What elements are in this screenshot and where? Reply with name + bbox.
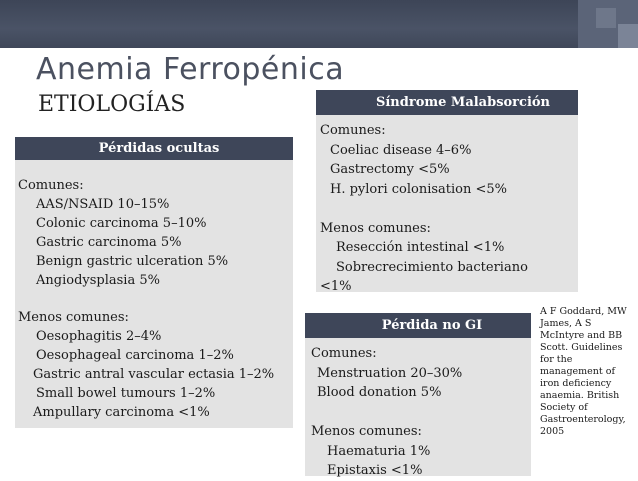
malabsorption-box bbox=[316, 90, 578, 292]
less-common-label: Menos comunes: bbox=[18, 310, 129, 326]
list-item: Epistaxis <1% bbox=[327, 463, 423, 478]
list-item: Benign gastric ulceration 5% bbox=[36, 254, 229, 269]
list-item: Haematuria 1% bbox=[327, 443, 431, 459]
non-gi-loss-box bbox=[305, 313, 531, 476]
list-item: Oesophagitis 2–4% bbox=[36, 329, 162, 345]
list-item: Angiodysplasia 5% bbox=[36, 273, 160, 288]
list-item: Gastrectomy <5% bbox=[330, 162, 450, 177]
less-common-label: Menos comunes: bbox=[320, 220, 431, 236]
slide-subtitle: ETIOLOGÍAS bbox=[38, 92, 186, 117]
occult-loss-header: Pérdidas ocultas bbox=[15, 137, 293, 160]
list-item: Menstruation 20–30% bbox=[317, 365, 463, 381]
list-item: Small bowel tumours 1–2% bbox=[36, 386, 216, 402]
list-item: Colonic carcinoma 5–10% bbox=[36, 216, 207, 231]
corner-square bbox=[596, 8, 616, 28]
list-item: Gastric carcinoma 5% bbox=[36, 235, 182, 250]
list-item: Resección intestinal <1% bbox=[336, 240, 505, 255]
list-item: Oesophageal carcinoma 1–2% bbox=[36, 348, 234, 364]
non-gi-loss-header: Pérdida no GI bbox=[305, 313, 531, 338]
common-label: Comunes: bbox=[311, 346, 377, 361]
top-banner bbox=[0, 0, 638, 48]
common-label: Comunes: bbox=[320, 123, 386, 138]
malabsorption-header: Síndrome Malabsorción bbox=[316, 90, 578, 115]
list-item: H. pylori colonisation <5% bbox=[330, 181, 508, 197]
common-label: Comunes: bbox=[18, 178, 84, 193]
list-item: Gastric antral vascular ectasia 1–2% bbox=[33, 367, 275, 383]
occult-loss-box bbox=[15, 137, 293, 428]
list-item: Sobrecrecimiento bacteriano bbox=[336, 259, 528, 275]
reference-note: A F Goddard, MW James, A S McIntyre and BB Scott. Guidelines for the management of iron deficiency anaemia. British Society of Gastroenterology, 2005 bbox=[540, 306, 627, 437]
list-item-tail: <1% bbox=[320, 279, 352, 294]
list-item: AAS/NSAID 10–15% bbox=[36, 197, 170, 212]
less-common-label: Menos comunes: bbox=[311, 424, 422, 439]
slide-title: Anemia Ferropénica bbox=[36, 52, 345, 87]
list-item: Ampullary carcinoma <1% bbox=[33, 405, 210, 421]
list-item: Blood donation 5% bbox=[317, 385, 442, 400]
corner-square bbox=[618, 24, 638, 48]
list-item: Coeliac disease 4–6% bbox=[330, 142, 472, 158]
